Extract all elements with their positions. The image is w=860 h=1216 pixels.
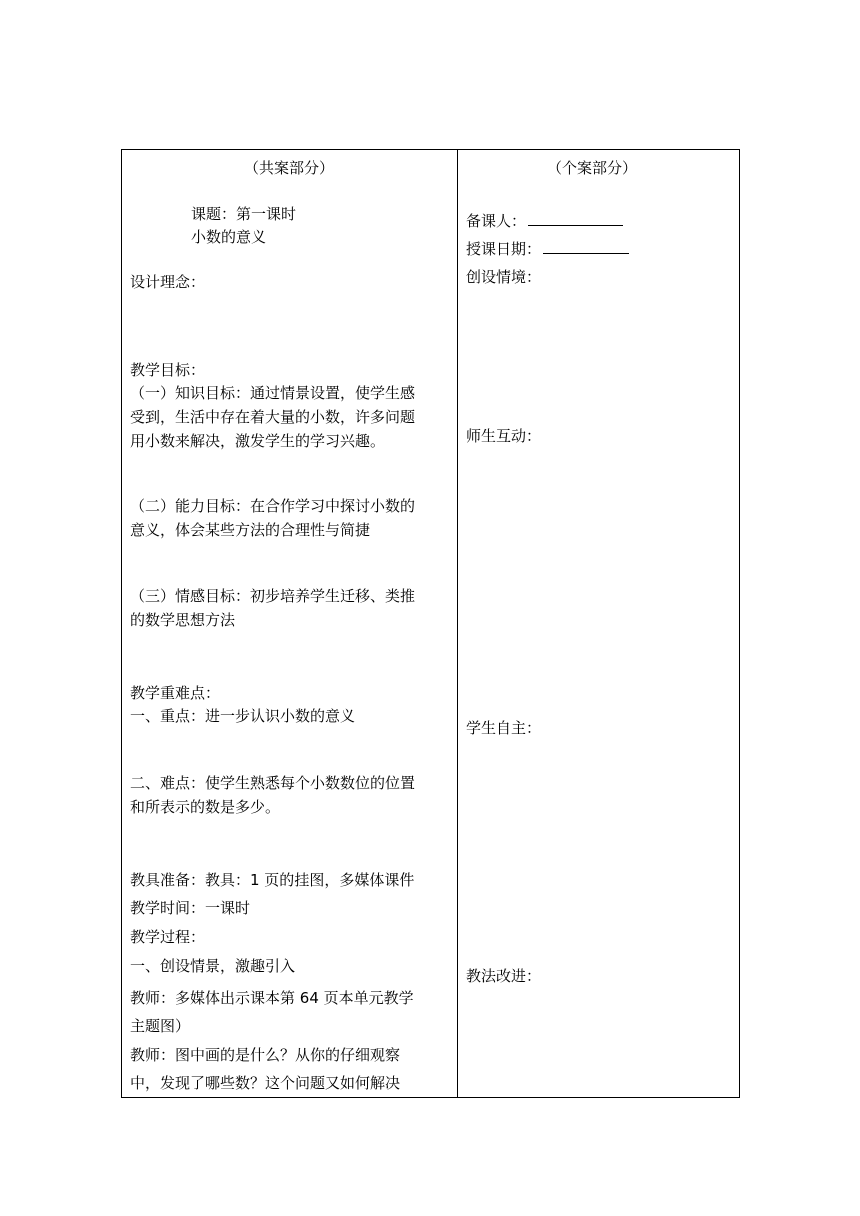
teacher-note-line: 教师：多媒体出示课本第 64 页本单元教学: [130, 989, 414, 1007]
goal-emotion-line: 的数学思想方法: [130, 611, 236, 629]
teacher-note-1: [130, 984, 452, 1040]
teaching-tools: 教具准备：教具：1 页的挂图，多媒体课件: [130, 871, 415, 889]
date-label: 授课日期：: [466, 240, 542, 258]
design-concept-label: 设计理念：: [130, 273, 206, 291]
interaction-label: 师生互动：: [466, 427, 542, 445]
date-blank: [543, 239, 629, 254]
goal-ability: [130, 494, 452, 542]
self-study-label: 学生自主：: [466, 719, 542, 737]
lesson-title-line1: 课题：第一课时: [191, 205, 297, 223]
keypoint-focus: 一、重点：进一步认识小数的意义: [130, 707, 356, 725]
individual-plan-header: （个案部分）: [547, 159, 638, 177]
goal-ability-line: （二）能力目标：在合作学习中探讨小数的: [130, 497, 416, 515]
teacher-note-line: 中，发现了哪些数？这个问题又如何解决: [130, 1074, 401, 1092]
column-divider: [457, 150, 458, 1097]
difficulty-line: 二、难点：使学生熟悉每个小数数位的位置: [130, 774, 416, 792]
goal-ability-line: 意义，体会某些方法的合理性与简捷: [130, 521, 371, 539]
goal-emotion: [130, 584, 452, 632]
shared-plan-header: （共案部分）: [244, 159, 335, 177]
preparer-row: [466, 210, 623, 232]
keypoint-difficulty: [130, 771, 452, 819]
teacher-note-line: 教师：图中画的是什么？从你的仔细观察: [130, 1046, 401, 1064]
scenario-label: 创设情境：: [466, 268, 542, 286]
teacher-note-line: 主题图）: [130, 1017, 191, 1035]
date-row: [466, 238, 629, 260]
goal-knowledge: [130, 381, 452, 453]
goal-knowledge-line: 用小数来解决，激发学生的学习兴趣。: [130, 432, 386, 450]
teacher-note-2: [130, 1041, 452, 1097]
goal-knowledge-line: （一）知识目标：通过情景设置，使学生感: [130, 384, 416, 402]
lesson-title-line2: 小数的意义: [191, 228, 267, 246]
process-step1: 一、创设情景，激趣引入: [130, 957, 296, 975]
preparer-label: 备课人：: [466, 212, 527, 230]
goals-heading: 教学目标：: [130, 361, 206, 379]
keypoints-heading: 教学重难点：: [130, 684, 221, 702]
process-heading: 教学过程：: [130, 928, 206, 946]
difficulty-line: 和所表示的数是多少。: [130, 798, 281, 816]
goal-emotion-line: （三）情感目标：初步培养学生迁移、类推: [130, 587, 416, 605]
preparer-blank: [528, 211, 623, 226]
improvement-label: 教法改进：: [466, 967, 542, 985]
goal-knowledge-line: 受到，生活中存在着大量的小数，许多问题: [130, 408, 416, 426]
teaching-time: 教学时间：一课时: [130, 899, 251, 917]
